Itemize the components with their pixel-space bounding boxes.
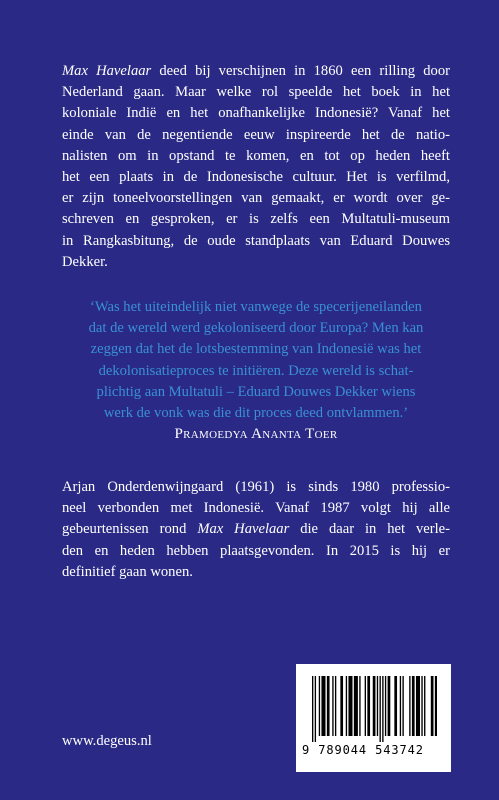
intro-line: koloniale Indië en het onafhankelijke Indonesië? Vanaf het: [62, 105, 450, 122]
intro-line: er zijn toneelvoorstellingen van gemaakt, er wordt over ge-: [62, 190, 450, 207]
barcode-bar: [335, 676, 336, 736]
author-bio: [62, 477, 450, 583]
intro-line: einde van de negentiende eeuw inspireerde het de natio-: [62, 126, 450, 143]
barcode-bar: [373, 676, 376, 736]
barcode-bar: [416, 676, 420, 736]
book-title-italic: Max Havelaar: [197, 521, 290, 538]
barcode-bar: [319, 676, 320, 736]
barcode-bar: [321, 676, 325, 736]
intro-line: in Rangkasbitung, de oude standplaats van Eduard Douwes: [62, 232, 450, 249]
barcode-bar: [421, 676, 422, 736]
quote-line: dat de wereld werd gekoloniseerd door Europa? Men kan: [88, 320, 424, 337]
quote-line: werk de vonk was die dit proces deed ontvlammen.’: [103, 405, 409, 422]
quote-line: ‘Was het uiteindelijk niet vanwege de specerijeneilanden: [90, 299, 422, 315]
pull-quote: [62, 297, 450, 445]
barcode-bar: [354, 676, 358, 736]
publisher-website: www.degeus.nl: [62, 733, 152, 749]
barcode-bar: [348, 676, 352, 736]
barcode-bar: [412, 676, 415, 736]
intro-line: het een plaats in de Indonesische cultuur. Het is verfilmd,: [62, 169, 450, 186]
quote-line: plichtig aan Multatuli – Eduard Douwes Dekker wiens: [96, 383, 416, 400]
barcode-bar: [367, 676, 370, 736]
barcode-bar: [327, 676, 330, 736]
isbn-barcode: [296, 664, 451, 772]
barcode-bar: [312, 676, 313, 742]
intro-line: schreven en gesproken, er is zelfs een Multatuli-museum: [62, 211, 450, 228]
barcode-bars: [310, 676, 437, 742]
barcode-bar: [377, 676, 378, 736]
bio-line: gebeurtenissen rond Max Havelaar die daar in het verle-: [62, 521, 450, 538]
quote-author: Pramoedya Ananta Toer: [174, 426, 338, 443]
barcode-bar: [359, 676, 360, 736]
barcode-digits: 9 789044 543742: [302, 743, 424, 757]
barcode-bar: [435, 676, 437, 736]
intro-line: Nederland gaan. Maar welke rol speelde het boek in het: [62, 84, 450, 101]
intro-paragraph: [62, 61, 450, 273]
intro-line: Dekker.: [62, 253, 108, 270]
barcode-bar: [365, 676, 366, 736]
barcode-bar: [388, 676, 391, 736]
barcode-bar: [409, 676, 410, 736]
quote-line: zeggen dat het de lotsbestemming van Indonesië was het: [90, 341, 422, 358]
barcode-bar: [315, 676, 316, 742]
book-title-italic: Max Havelaar: [62, 63, 152, 79]
barcode-bar: [340, 676, 343, 736]
barcode-bar: [382, 676, 383, 742]
intro-line: Max Havelaar deed bij verschijnen in 1860 een rilling door: [62, 63, 450, 79]
barcode-bar: [346, 676, 347, 736]
quote-line: dekolonisatieproces te initiëren. Deze wereld is schat-: [98, 362, 414, 379]
bio-line: neel verbonden met Indonesië. Vanaf 1987 volgt hij alle: [62, 500, 450, 517]
bio-line: definitief gaan wonen.: [62, 563, 193, 580]
barcode-bar: [400, 676, 401, 736]
bio-line: den en heden hebben plaatsgevonden. In 2015 is hij er: [62, 542, 450, 559]
barcode-bar: [431, 676, 434, 736]
barcode-bar: [385, 676, 386, 736]
barcode-bar: [424, 676, 425, 736]
barcode-bar: [402, 676, 403, 736]
bio-line: Arjan Onderdenwijngaard (1961) is sinds 1980 professio-: [62, 479, 450, 495]
intro-line: nalisten om in opstand te komen, en tot op heden heeft: [62, 147, 450, 164]
barcode-bar: [394, 676, 397, 736]
barcode-bar: [380, 676, 381, 742]
barcode-bar: [332, 676, 333, 736]
